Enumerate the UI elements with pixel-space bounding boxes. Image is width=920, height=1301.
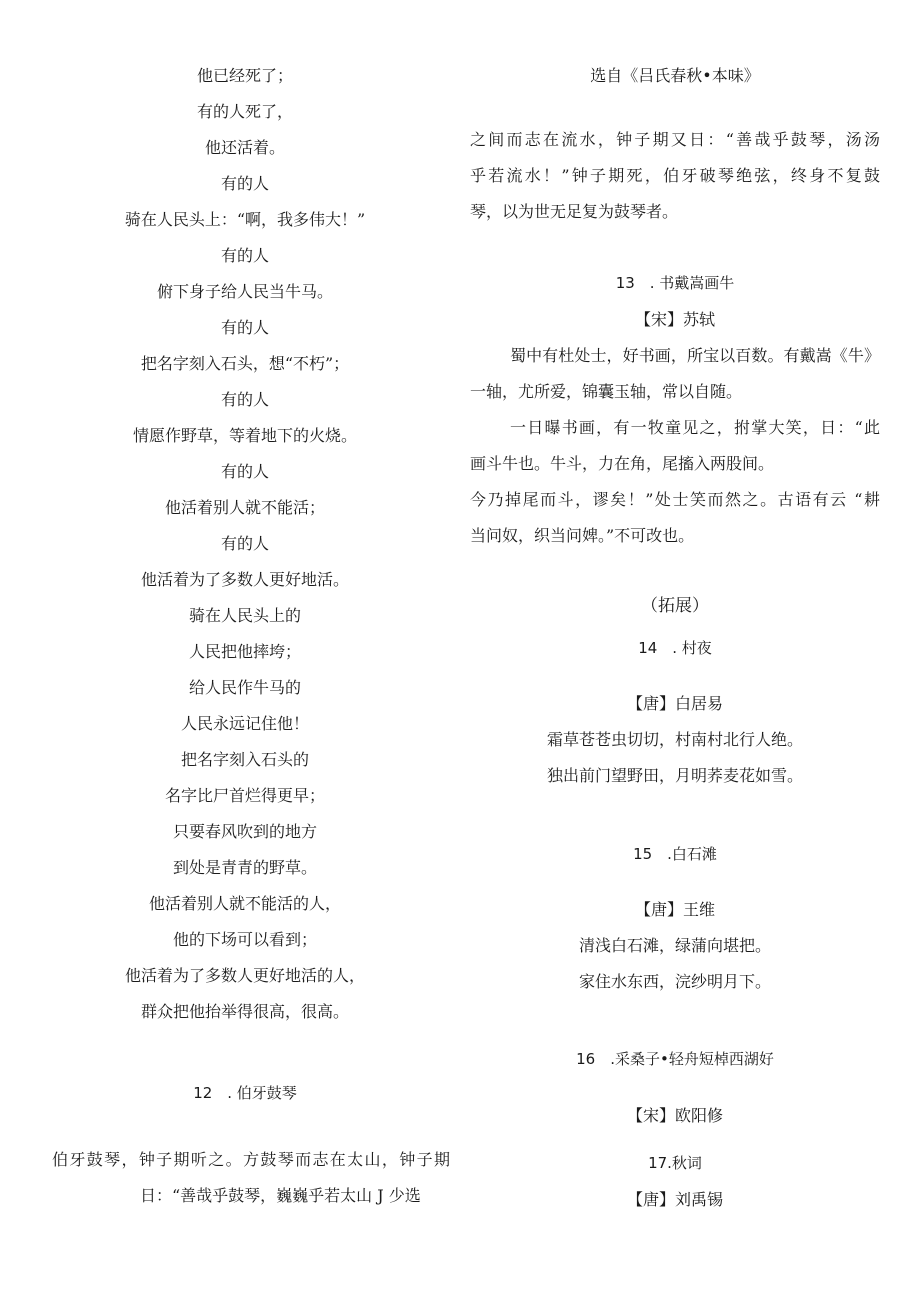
- source-citation: 选自《吕氏春秋•本味》: [590, 66, 760, 85]
- poem-line: 有的人: [220, 246, 269, 265]
- poem-line: 群众把他抬举得很高，很高。: [140, 1002, 349, 1021]
- section-13-text-line: 今乃掉尾而斗，谬矣！”处士笑而然之。古语有云 “耕: [470, 490, 880, 509]
- section-13-title: 13 . 书戴嵩画牛: [615, 274, 735, 292]
- poem-line: 他还活着。: [204, 138, 285, 157]
- section-13-text-line: 蜀中有杜处士，好书画，所宝以百数。有戴嵩《牛》: [510, 346, 880, 365]
- poem-line: 有的人: [220, 390, 269, 409]
- extension-heading: （拓展）: [641, 596, 709, 616]
- poem-line: 把名字刻入石头，想“不朽”；: [140, 354, 350, 373]
- poem-line: 他活着别人就不能活的人，: [148, 894, 341, 913]
- poem-line: 只要春风吹到的地方: [172, 822, 317, 841]
- section-13-text-line: 一轴，尤所爱，锦囊玉轴，常以自随。: [470, 382, 743, 401]
- section-16-title: 16 .采桑子•轻舟短棹西湖好: [576, 1050, 774, 1068]
- poem-line: 名字比尸首烂得更早；: [164, 786, 325, 805]
- poem-line: 到处是青青的野草。: [172, 858, 317, 877]
- section-15-poem-line: 清浅白石滩，绿蒲向堪把。: [578, 936, 771, 955]
- poem-line: 有的人: [220, 174, 269, 193]
- section-12-text-line: 乎若流水！”钟子期死，伯牙破琴绝弦，终身不复鼓: [470, 166, 880, 185]
- poem-line: 他活着别人就不能活；: [164, 498, 325, 517]
- poem-line: 把名字刻入石头的: [180, 750, 309, 769]
- section-12-title: 12 . 伯牙鼓琴: [193, 1084, 297, 1102]
- section-14-poem-line: 霜草苍苍虫切切，村南村北行人绝。: [546, 730, 803, 749]
- poem-line: 有的人: [220, 318, 269, 337]
- section-17-title: 17.秋词: [648, 1154, 702, 1172]
- poem-line: 他的下场可以看到；: [172, 930, 317, 949]
- poem-line: 有的人死了，: [196, 102, 293, 121]
- section-13-text-line: 当问奴，织当问婢。”不可改也。: [470, 526, 695, 545]
- poem-line: 给人民作牛马的: [188, 678, 301, 697]
- poem-line: 人民把他摔垮；: [188, 642, 301, 661]
- section-12-text-line: 琴，以为世无足复为鼓琴者。: [470, 202, 679, 221]
- section-13-author: 【宋】苏轼: [634, 310, 715, 329]
- poem-line: 人民永远记住他！: [180, 714, 309, 733]
- section-15-author: 【唐】王维: [634, 900, 715, 919]
- poem-line: 情愿作野草，等着地下的火烧。: [132, 426, 357, 445]
- section-16-author: 【宋】欧阳修: [626, 1106, 723, 1125]
- section-15-poem-line: 家住水东西，浣纱明月下。: [578, 972, 771, 991]
- poem-line: 有的人: [220, 534, 269, 553]
- section-14-poem-line: 独出前门望野田，月明荞麦花如雪。: [546, 766, 803, 785]
- poem-line: 他活着为了多数人更好地活。: [140, 570, 349, 589]
- poem-line: 俯下身子给人民当牛马。: [156, 282, 333, 301]
- poem-line: 他活着为了多数人更好地活的人，: [124, 966, 365, 985]
- poem-line: 骑在人民头上的: [188, 606, 301, 625]
- poem-line: 他已经死了；: [196, 66, 293, 85]
- section-13-text-line: 画斗牛也。牛斗，力在角，尾搐入两股间。: [470, 454, 775, 473]
- section-12-text-line: 伯牙鼓琴，钟子期听之。方鼓琴而志在太山，钟子期: [52, 1150, 450, 1169]
- section-12-text-line: 之间而志在流水，钟子期又日：“善哉乎鼓琴，汤汤: [470, 130, 880, 149]
- section-14-author: 【唐】白居易: [626, 694, 723, 713]
- section-17-author: 【唐】刘禹锡: [626, 1190, 723, 1209]
- poem-line: 有的人: [220, 462, 269, 481]
- section-12-text-line: 日：“善哉乎鼓琴，巍巍乎若太山 J 少选: [140, 1186, 421, 1205]
- poem-line: 骑在人民头上：“啊，我多伟大！”: [124, 210, 366, 229]
- section-14-title: 14 . 村夜: [638, 639, 712, 657]
- section-15-title: 15 .白石滩: [633, 845, 717, 863]
- section-13-text-line: 一日曝书画，有一牧童见之，拊掌大笑，日：“此: [510, 418, 880, 437]
